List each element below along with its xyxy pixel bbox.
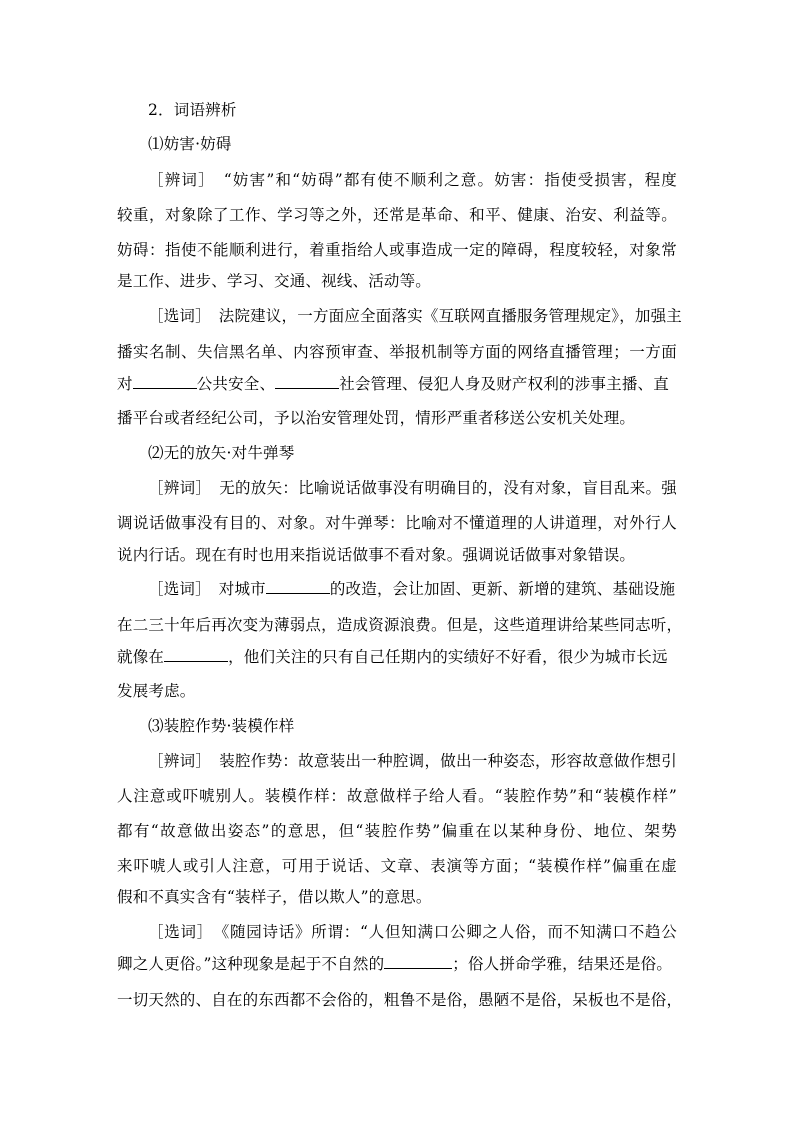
xuanci-1-text-b: 公共安全、 [196, 375, 276, 393]
xuanci-1-text-c: 社会管理、侵犯人身及财产权利的涉事主播、直 [339, 375, 669, 393]
answer-blank-5[interactable] [384, 954, 452, 969]
bianci-3-line-5: 假和不真实含有“装样子，借以欺人”的意思。 [117, 888, 432, 906]
answer-blank-2[interactable] [275, 374, 339, 389]
bianci-3-line-4: 来吓唬人或引人注意，可用于说话、文章、表演等方面；“装模作样”偏重在虚 [117, 857, 677, 875]
xuanci-1-text-a: 对 [117, 375, 133, 393]
bianci-1-line-4: 是工作、进步、学习、交通、视线、活动等。 [117, 272, 432, 290]
answer-blank-1[interactable] [133, 374, 197, 389]
xuanci-1-line-1: ［选词］ 法院建议，一方面应全面落实《互联网直播服务管理规定》，加强主 [148, 307, 683, 325]
bianci-3-line-1: ［辨词］ 装腔作势：故意装出一种腔调，做出一种姿态，形容故意做作想引 [148, 752, 677, 770]
bianci-2-line-1: ［辨词］ 无的放矢：比喻说话做事没有明确目的，没有对象，盲目乱来。强 [148, 479, 677, 497]
xuanci-3-text-a: 卿之人更俗。”这种现象是起于不自然的 [117, 955, 385, 973]
bianci-3-line-2: 人注意或吓唬别人。装模作样：故意做样子给人看。“装腔作势”和“装模作样” [117, 787, 677, 805]
xuanci-3-text-b: ；俗人拼命学雅，结果还是俗。 [452, 955, 673, 973]
xuanci-2-line-1 [148, 578, 677, 600]
xuanci-1-line-4: 播平台或者经纪公司，予以治安管理处罚，情形严重者移送公安机关处理。 [117, 409, 636, 427]
group-title-3: ⑶装腔作势·装模作样 [148, 717, 295, 735]
xuanci-2-line-3 [117, 646, 677, 668]
bianci-1-line-2: 较重，对象除了工作、学习等之外，还常是革命、和平、健康、治安、利益等。 [117, 206, 677, 224]
xuanci-2-line-4: 发展考虑。 [117, 682, 196, 700]
answer-blank-4[interactable] [164, 647, 228, 662]
bianci-3-line-3: 都有“故意做出姿态”的意思，但“装腔作势”偏重在以某种身份、地位、架势 [117, 822, 677, 840]
xuanci-3-line-3: 一切天然的、自在的东西都不会俗的，粗鲁不是俗，愚陋不是俗，呆板也不是俗， [117, 991, 683, 1009]
bianci-2-line-2: 调说话做事没有目的、对象。对牛弹琴：比喻对不懂道理的人讲道理，对外行人 [117, 514, 677, 532]
bianci-2-line-3: 说内行话。现在有时也用来指说话做事不看对象。强调说话做事对象错误。 [117, 546, 636, 564]
xuanci-3-line-2 [117, 953, 677, 975]
bianci-1-line-1: ［辨词］ “妨害”和“妨碍”都有使不顺利之意。妨害：指使受损害，程度 [148, 171, 677, 189]
xuanci-2-text-c: 就像在 [117, 648, 165, 666]
xuanci-3-line-1: ［选词］ 《随园诗话》所谓：“人但知满口公卿之人俗，而不知满口不趋公 [148, 923, 677, 941]
group-title-1: ⑴妨害·妨碍 [148, 135, 232, 153]
xuanci-1-line-2: 播实名制、失信黑名单、内容预审查、举报机制等方面的网络直播管理；一方面 [117, 343, 677, 361]
answer-blank-3[interactable] [266, 579, 330, 594]
section-heading: 2．词语辨析 [148, 101, 237, 119]
bianci-1-line-3: 妨碍：指使不能顺利进行，着重指给人或事造成一定的障碍，程度较轻，对象常 [117, 241, 677, 259]
xuanci-2-text-b: 的改造，会让加固、更新、新增的建筑、基础设施 [329, 580, 676, 598]
xuanci-2-text-a: ［选词］ 对城市 [148, 580, 266, 598]
xuanci-1-line-3 [117, 373, 677, 395]
xuanci-2-line-2: 在二三十年后再次变为薄弱点，造成资源浪费。但是，这些道理讲给某些同志听， [117, 616, 683, 634]
group-title-2: ⑵无的放矢·对牛弹琴 [148, 444, 295, 462]
xuanci-2-text-d: ，他们关注的只有自己任期内的实绩好不好看，很少为城市长远 [228, 648, 668, 666]
